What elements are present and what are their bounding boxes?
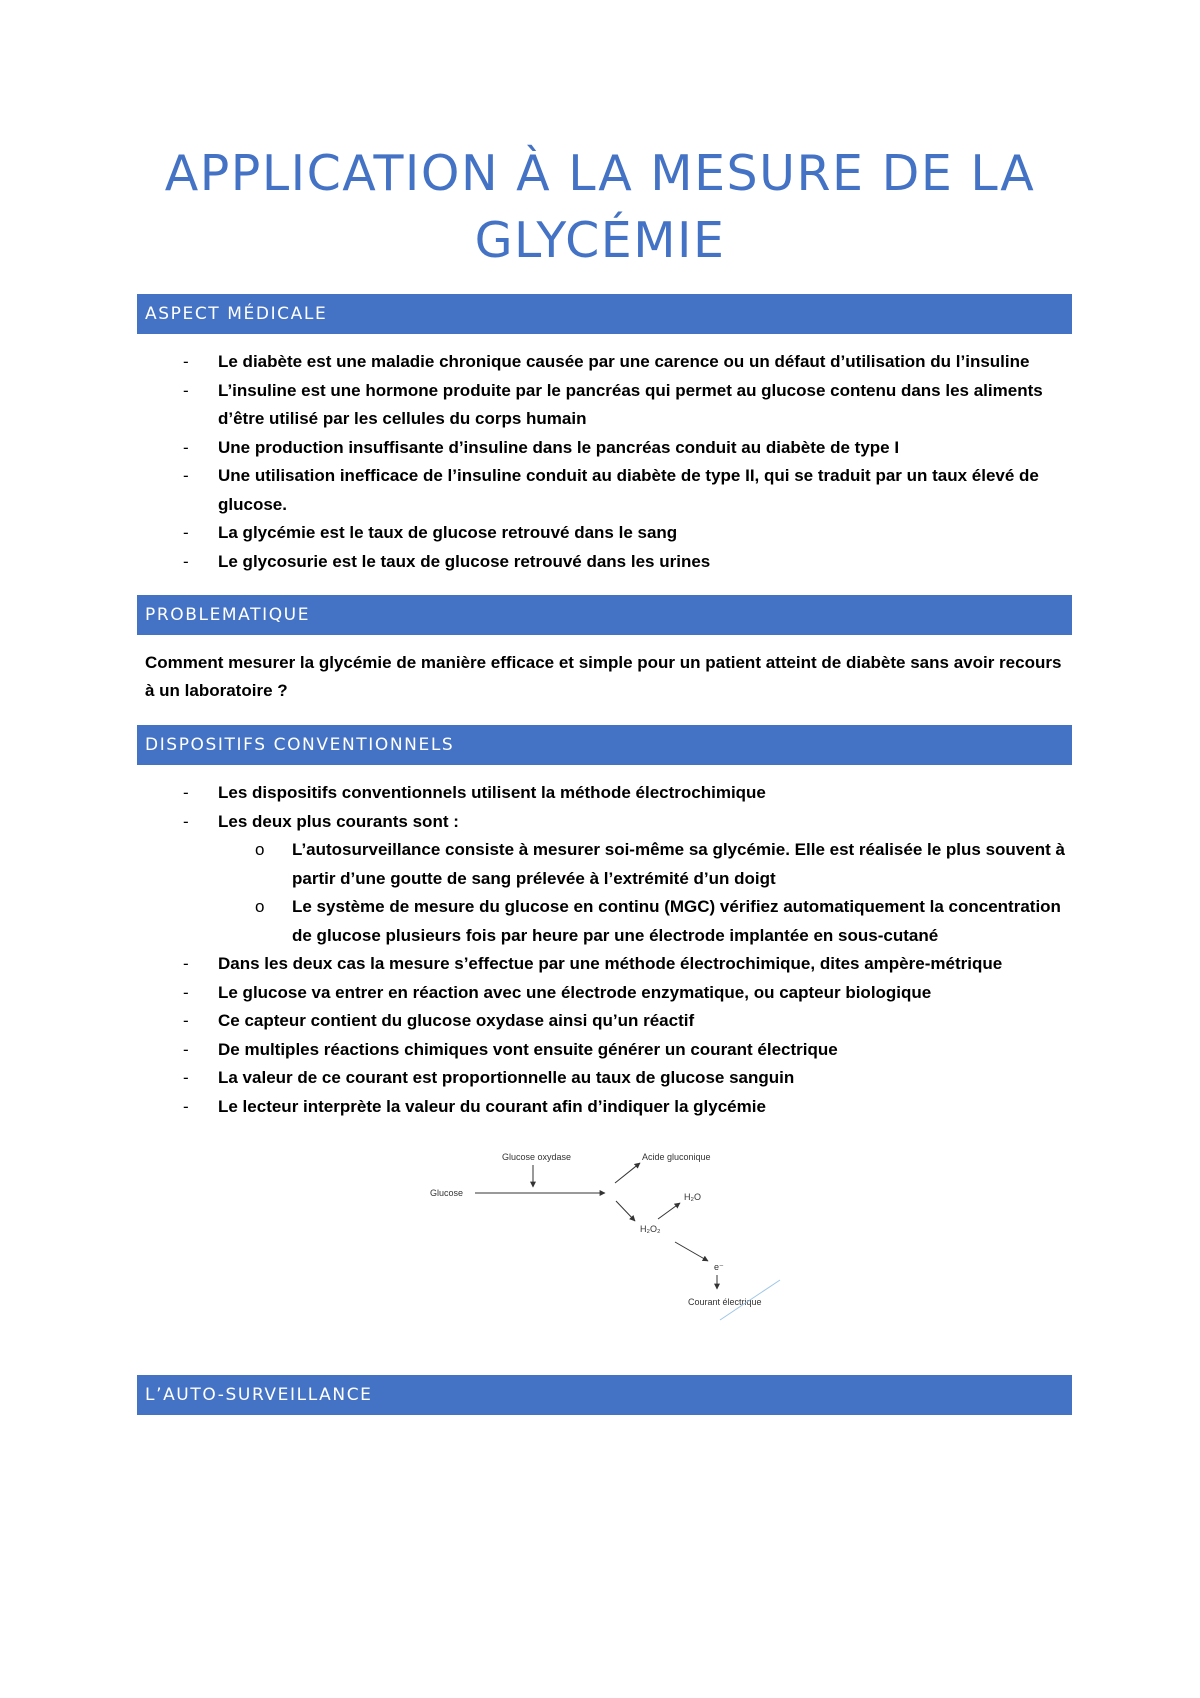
sub-list-item: o Le système de mesure du glucose en continu (MGC) vérifiez automatiquement la concentration de glucose plusieurs fois par heure par une électrode implantée en sous-cutané <box>137 893 1072 950</box>
section-heading-dispositifs-conventionnels: DISPOSITIFS CONVENTIONNELS <box>137 725 1072 765</box>
list-item: - Le glucose va entrer en réaction avec une électrode enzymatique, ou capteur biologique <box>137 979 1072 1008</box>
aspect-medicale-list <box>137 348 1072 576</box>
dash-bullet: - <box>183 982 189 1002</box>
section-heading-aspect-medicale: ASPECT MÉDICALE <box>137 294 1072 334</box>
arrow-to-h2o2 <box>616 1201 635 1221</box>
arrow-to-h2o <box>658 1203 680 1219</box>
dash-bullet: - <box>183 1096 189 1116</box>
dash-bullet: - <box>183 437 189 457</box>
label-glucose: Glucose <box>430 1188 464 1198</box>
dash-bullet: - <box>183 783 189 802</box>
list-item: - Le diabète est une maladie chronique causée par une carence ou un défaut d’utilisation du l’insuline <box>137 348 1072 377</box>
dash-bullet: - <box>183 466 189 485</box>
list-item: - Une utilisation inefficace de l’insuline conduit au diabète de type II, qui se traduit par un taux élevé de glucose. <box>137 462 1072 519</box>
circle-bullet: o <box>255 897 265 916</box>
page-title: APPLICATION À LA MESURE DE LA GLYCÉMIE <box>164 145 1036 269</box>
label-acide-gluconique: Acide gluconique <box>642 1152 711 1162</box>
dash-bullet: - <box>183 523 189 542</box>
list-item: - Le lecteur interprète la valeur du courant afin d’indiquer la glycémie <box>137 1093 1072 1122</box>
circle-bullet: o <box>255 840 265 859</box>
label-h2o: H₂O <box>684 1192 701 1202</box>
list-item: - Les deux plus courants sont : <box>137 808 1072 837</box>
list-item: - Dans les deux cas la mesure s’effectue par une méthode électrochimique, dites ampère-métrique <box>137 950 1072 979</box>
dash-bullet: - <box>183 1068 189 1087</box>
problematique-text: Comment mesurer la glycémie de manière efficace et simple pour un patient atteint de diabète sans avoir recours à un laboratoire ? <box>145 653 1062 700</box>
dash-bullet: - <box>183 1011 189 1030</box>
list-item: - Une production insuffisante d’insuline dans le pancréas conduit au diabète de type I <box>137 434 1072 463</box>
arrow-to-acide <box>615 1163 640 1183</box>
list-item: - L’insuline est une hormone produite par le pancréas qui permet au glucose contenu dans les aliments d’être utilisé par les cellules du corps humain <box>137 377 1072 434</box>
list-item: - De multiples réactions chimiques vont ensuite générer un courant électrique <box>137 1036 1072 1065</box>
dash-bullet: - <box>183 380 189 400</box>
list-item: - Les dispositifs conventionnels utilisent la méthode électrochimique <box>137 779 1072 808</box>
dispositifs-list <box>137 779 1072 1121</box>
sub-list-item: o L’autosurveillance consiste à mesurer soi-même sa glycémie. Elle est réalisée le plus souvent à partir d’une goutte de sang prélevée à l’extrémité d’un doigt <box>137 836 1072 893</box>
list-item: - Le glycosurie est le taux de glucose retrouvé dans les urines <box>137 548 1072 577</box>
section-heading-auto-surveillance: L’AUTO-SURVEILLANCE <box>137 1375 1072 1415</box>
arrow-to-electron <box>675 1242 708 1261</box>
dash-bullet: - <box>183 1039 189 1059</box>
dash-bullet: - <box>183 352 189 371</box>
list-item: - La valeur de ce courant est proportionnelle au taux de glucose sanguin <box>137 1064 1072 1093</box>
label-courant-electrique: Courant électrique <box>688 1297 762 1307</box>
dash-bullet: - <box>183 551 189 571</box>
list-item: - Ce capteur contient du glucose oxydase ainsi qu’un réactif <box>137 1007 1072 1036</box>
label-glucose-oxydase: Glucose oxydase <box>502 1152 572 1162</box>
section-heading-problematique: PROBLEMATIQUE <box>137 595 1072 635</box>
reaction-diagram <box>430 1145 790 1325</box>
dash-bullet: - <box>183 954 189 973</box>
dash-bullet: - <box>183 811 189 831</box>
label-h2o2: H₂O₂ <box>640 1224 661 1234</box>
label-electron: e⁻ <box>714 1262 724 1272</box>
list-item: - La glycémie est le taux de glucose retrouvé dans le sang <box>137 519 1072 548</box>
